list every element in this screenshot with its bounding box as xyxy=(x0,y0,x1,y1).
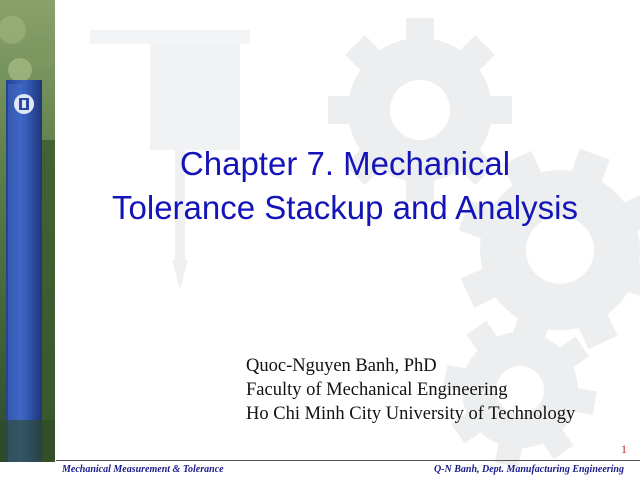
footer-author-dept: Q-N Banh, Dept. Manufacturing Engineering xyxy=(433,464,624,475)
author-name: Quoc-Nguyen Banh, PhD xyxy=(246,356,437,376)
footer-divider xyxy=(56,460,640,461)
author-department: Faculty of Mechanical Engineering xyxy=(246,380,508,400)
slide-title xyxy=(60,142,630,230)
author-university: Ho Chi Minh City University of Technology xyxy=(246,404,576,424)
logo-badge xyxy=(14,94,34,114)
footer-course-title: Mechanical Measurement & Tolerance xyxy=(62,464,224,475)
left-photo-strip xyxy=(0,0,55,462)
title-line: Tolerance Stackup and Analysis xyxy=(112,189,578,226)
title-line: Chapter 7. Mechanical xyxy=(179,145,511,182)
page-number: 1 xyxy=(621,442,627,456)
author-block xyxy=(246,354,575,426)
